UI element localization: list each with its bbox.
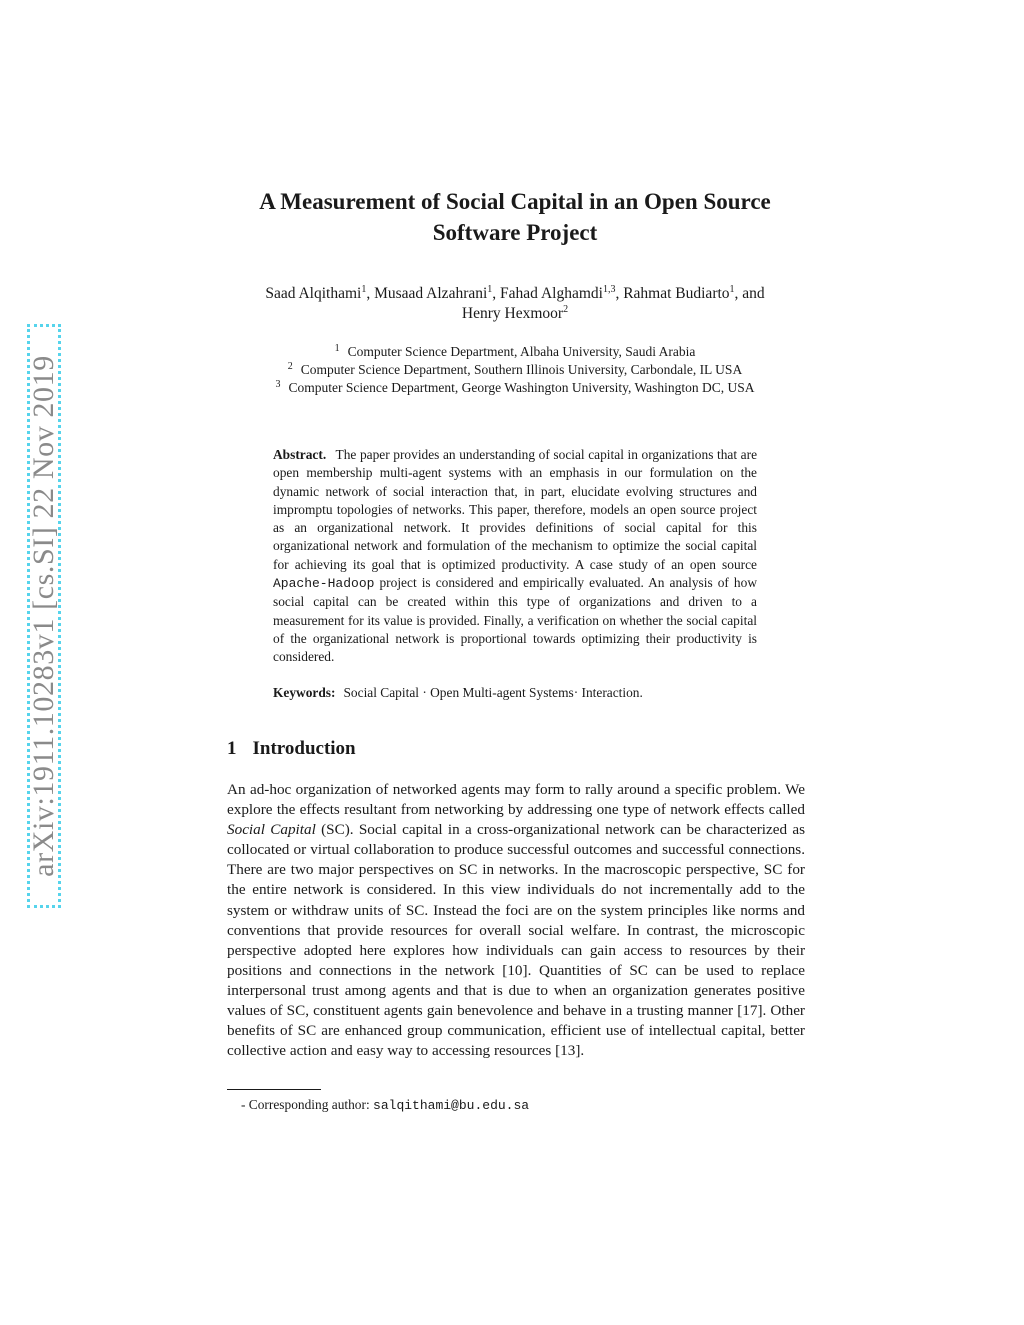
- author-name: Musaad Alzahrani: [374, 285, 488, 302]
- abstract: [273, 446, 757, 667]
- affiliation: [200, 376, 830, 397]
- affiliation-mark: 3: [275, 379, 281, 390]
- author-separator: ,: [366, 285, 375, 302]
- author-separator: , and: [734, 285, 765, 302]
- abstract-label: Abstract.: [273, 447, 327, 462]
- author-affiliation-mark: 1: [361, 284, 367, 295]
- affiliation-text: Computer Science Department, George Washington University, Washington DC, USA: [288, 380, 755, 395]
- intro-term: Social Capital: [227, 821, 316, 839]
- footnote: [241, 1096, 529, 1115]
- affiliation-mark: 1: [334, 343, 340, 354]
- keywords: [273, 684, 757, 702]
- section-number: 1: [227, 738, 237, 759]
- title-line-1: A Measurement of Social Capital in an Open Source: [259, 189, 771, 214]
- section-title: Introduction: [252, 738, 356, 759]
- keywords-label: Keywords:: [273, 685, 336, 700]
- footnote-rule: [227, 1089, 321, 1090]
- author-separator: ,: [492, 285, 501, 302]
- author-affiliation-mark: 1: [487, 284, 493, 295]
- affiliation-mark: 2: [287, 361, 293, 372]
- author-name: Rahmat Budiarto: [623, 285, 730, 302]
- abstract-text-continued: project is considered and empirically evaluated. An analysis of how social capital can be created within this type of organizations and driven to a measurement for its value is provided. Finally, a verification on whether the social capital of the organizational network is proportional towards optimizing their productivity is considered.: [273, 575, 757, 665]
- author-email: salqithami@bu.edu.sa: [373, 1098, 530, 1113]
- arxiv-stamp: arXiv:1911.10283v1 [cs.SI] 22 Nov 2019: [27, 355, 60, 877]
- intro-text-continued: (SC). Social capital in a cross-organizational network can be characterized as collocated or virtual collaboration to produce successful outcomes and successful connections. There are two major perspectives on SC in networks. In the macroscopic perspective, SC for the entire network is considered. In this view individuals do not incrementally add to the system or withdraw units of SC. Instead the foci are on the system principles like norms and conventions that provide resources for overall social welfare. In contrast, the microscopic perspective adopted here explores how individuals can gain access to resources by their positions and connections in the network [10]. Quantities of SC can be used to replace interpersonal trust among agents and that is due to when an organization generates positive values of SC, constituent agents gain benevolence and behave in a trusting manner [17]. Other benefits of SC are enhanced group communication, efficient use of intellectual capital, better collective action and easy way to accessing resources [13].: [227, 821, 805, 1060]
- author-name: Saad Alqithami: [265, 285, 362, 302]
- introduction-paragraph: [227, 780, 805, 1061]
- paper-title: [200, 186, 830, 248]
- keywords-text: Social Capital · Open Multi-agent Systems· Interaction.: [343, 685, 643, 700]
- affiliation-text: Computer Science Department, Albaha University, Saudi Arabia: [347, 344, 696, 359]
- author-affiliation-mark: 1,3: [602, 284, 616, 295]
- affiliation-text: Computer Science Department, Southern Illinois University, Carbondale, IL USA: [300, 362, 743, 377]
- author-name: Fahad Alghamdi: [500, 285, 603, 302]
- intro-text: An ad-hoc organization of networked agents may form to rally around a specific problem. We explore the effects resultant from networking by addressing one type of network effects called: [227, 781, 805, 819]
- author-name: Henry Hexmoor: [461, 305, 564, 322]
- footnote-label: - Corresponding author:: [241, 1097, 370, 1112]
- author-separator: ,: [615, 285, 624, 302]
- project-name-code: Apache-Hadoop: [273, 576, 375, 592]
- abstract-text: The paper provides an understanding of social capital in organizations that are open membership multi-agent systems with an emphasis in our formulation on the dynamic network of social interaction that, in part, elucidate evolving structures and impromptu topologies of networks. This paper, therefore, models an open source project as an organizational network. It provides definitions of social capital for this organizational network and formulation of the mechanism to optimize the social capital for achieving its goal that is optimized productivity. A case study of an open source: [273, 447, 758, 572]
- title-line-2: Software Project: [432, 220, 598, 245]
- author-affiliation-mark: 1: [729, 284, 735, 295]
- author-list: [200, 284, 830, 324]
- section-heading: [227, 737, 356, 761]
- author-affiliation-mark: 2: [563, 304, 569, 315]
